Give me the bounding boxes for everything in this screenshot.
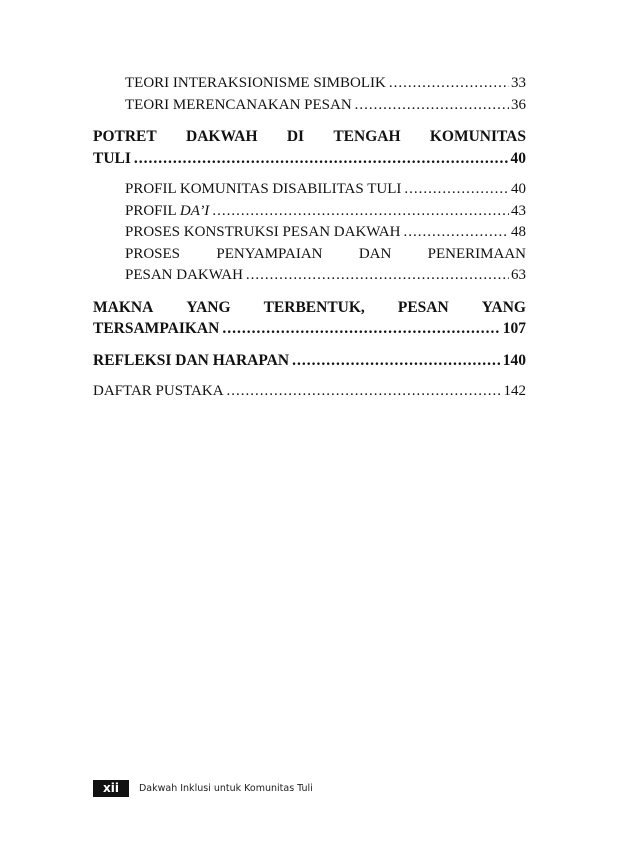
toc-entry-page: 48 (511, 224, 526, 240)
page-footer (93, 780, 313, 797)
toc-entry[interactable] (93, 222, 526, 244)
toc-chapter-title: REFLEKSI DAN HARAPAN (93, 351, 290, 369)
toc-chapter-title: DAFTAR PUSTAKA (93, 383, 224, 399)
toc-chapter-title: TULI (93, 149, 131, 167)
toc-chapter-page: 40 (510, 149, 526, 167)
title-word: YANG (481, 298, 526, 316)
toc-entry[interactable] (93, 201, 526, 223)
title-word: MAKNA (93, 298, 154, 316)
title-word: TENGAH (333, 128, 401, 145)
running-footer-title: Dakwah Inklusi untuk Komunitas Tuli (138, 783, 313, 794)
title-word: POTRET (93, 128, 157, 145)
title-word: PROSES (125, 245, 181, 262)
title-word: DI (286, 128, 305, 145)
toc-chapter-page: 142 (503, 383, 526, 399)
title-word: PESAN (397, 298, 449, 316)
toc-entry-page: 63 (511, 267, 526, 283)
title-word: DAN (358, 245, 392, 262)
toc-chapter[interactable] (93, 297, 526, 340)
toc-chapter-title-line2 (93, 318, 526, 340)
dot-leader (292, 350, 501, 372)
title-word: DAKWAH (186, 128, 258, 145)
dot-leader (404, 179, 509, 201)
dot-leader (246, 265, 509, 287)
toc-chapter[interactable] (93, 126, 526, 169)
toc-chapter-title: TERSAMPAIKAN (93, 320, 220, 337)
toc-entry-title-italic: DA’I (179, 202, 210, 219)
dot-leader (212, 201, 509, 223)
toc-entry-title-line2 (93, 265, 526, 287)
page-number-badge: xii (93, 780, 129, 797)
title-word: YANG (186, 298, 231, 316)
title-word: TERBENTUK, (263, 298, 365, 316)
toc-entry[interactable] (93, 73, 526, 95)
dot-leader (403, 222, 509, 244)
title-word: PENYAMPAIAN (216, 245, 323, 262)
table-of-contents (93, 73, 526, 403)
toc-entry-page: 33 (511, 75, 526, 91)
dot-leader (134, 148, 509, 170)
toc-chapter-title-line2 (93, 148, 526, 170)
toc-entry-title (125, 201, 209, 223)
toc-chapter-title-line1 (93, 126, 526, 148)
toc-entry-title-line1 (93, 244, 526, 266)
dot-leader (222, 318, 500, 340)
toc-entry-title: PESAN DAKWAH (125, 267, 243, 283)
title-word: KOMUNITAS (429, 128, 526, 145)
toc-chapter[interactable] (93, 350, 526, 372)
toc-entry[interactable] (93, 95, 526, 117)
toc-entry-title: PROFIL KOMUNITAS DISABILITAS TULI (125, 181, 402, 197)
toc-entry[interactable] (93, 244, 526, 287)
dot-leader (389, 73, 509, 95)
toc-entry-page: 40 (511, 181, 526, 197)
toc-chapter-page: 107 (502, 320, 526, 337)
dot-leader (227, 381, 502, 403)
toc-chapter[interactable] (93, 381, 526, 403)
toc-entry-page: 36 (511, 96, 526, 113)
toc-entry-title: TEORI MERENCANAKAN PESAN (125, 96, 352, 113)
toc-entry-title: TEORI INTERAKSIONISME SIMBOLIK (125, 75, 386, 91)
toc-entry-page: 43 (511, 202, 526, 219)
toc-chapter-page: 140 (502, 351, 526, 369)
toc-entry[interactable] (93, 179, 526, 201)
toc-entry-title-prefix: PROFIL (125, 202, 180, 219)
toc-entry-title: PROSES KONSTRUKSI PESAN DAKWAH (125, 224, 401, 240)
title-word: PENERIMAAN (427, 245, 526, 262)
toc-chapter-title-line1 (93, 297, 526, 319)
dot-leader (355, 95, 509, 117)
